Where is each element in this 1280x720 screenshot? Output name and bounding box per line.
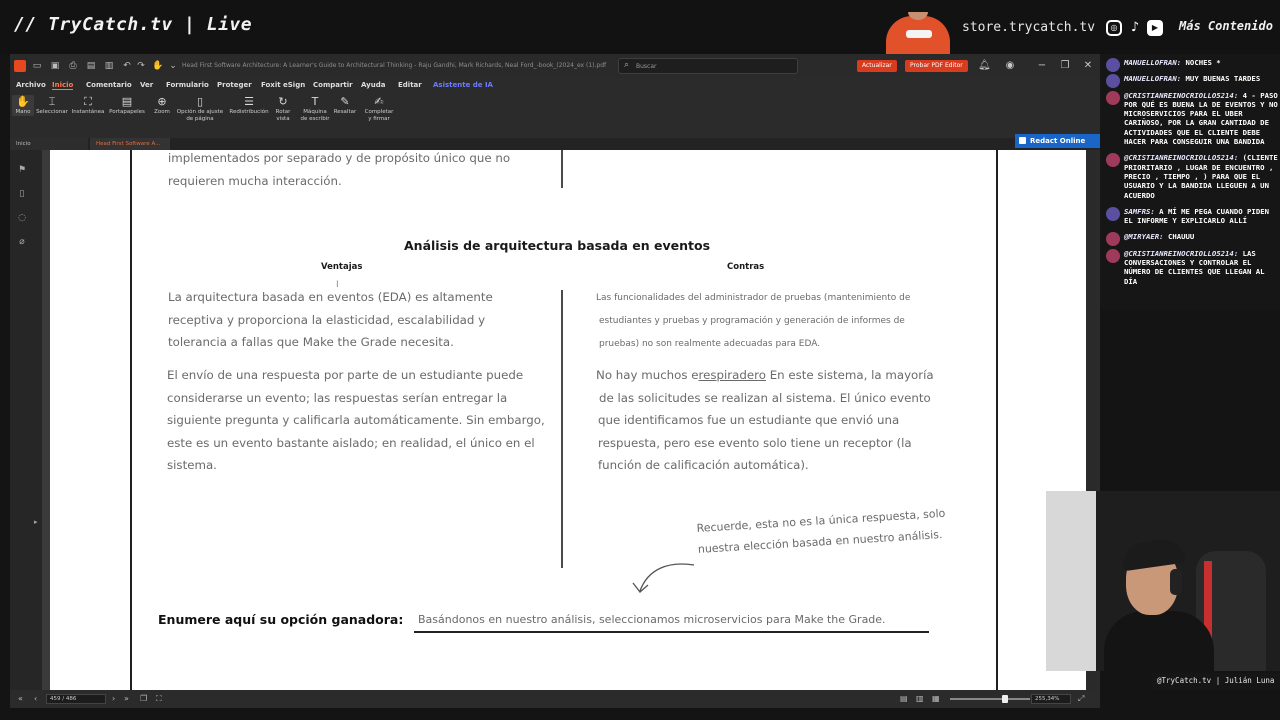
tab-document[interactable]: Head First Software A... [90, 138, 170, 150]
undo-icon[interactable]: ↶ [123, 61, 131, 71]
tiktok-icon[interactable]: ♪ [1130, 20, 1140, 35]
mistranslated-word: respiradero [698, 368, 766, 382]
select-icon: ⌶ [48, 95, 56, 108]
live-chat [1100, 54, 1280, 310]
pros-paragraph-2: El envío de una respuesta por parte de un estudiante puede considerarse un evento; las respuestas serían entregar la siguiente pregunta y calificarla automáticamente. Sin embargo, este es un evento bastante aislado; en realidad, el único en el sistema. [167, 368, 545, 472]
top-text: implementados por separado y de propósito único que no requieren mucha interacción. [168, 151, 511, 188]
attachment-icon[interactable]: ⌀ [19, 237, 25, 247]
first-page-icon[interactable]: « [18, 694, 23, 703]
prev-page-icon[interactable]: ‹ [34, 694, 38, 703]
expand-panel-icon[interactable]: ▸ [34, 518, 38, 526]
cons-paragraph-2: No hay muchos erespiradero En este sistema, la mayoría de las solicitudes se realizan al sistema. El único evento que identificamos fue un estudiante que envió una respuesta, pero ese evento solo tiene un receptor (la función de calificación automática). [596, 368, 934, 472]
two-page-icon[interactable]: ▥ [916, 694, 924, 703]
page-number-input[interactable]: 459 / 486 [46, 694, 106, 704]
section-heading: Análisis de arquitectura basada en eventos [404, 238, 711, 253]
avatar [1106, 249, 1120, 263]
menu-archivo[interactable]: Archivo [16, 81, 46, 89]
chat-message: @CRISTIANREINOCRIOLLO5214: (CLIENTE PRIORITARIO , LUGAR DE ENCUENTRO , PRECIO , TIEMPO , ) PARA QUE EL USUARIO Y LA BANDIDA LLEGUEN A UN ACUERDO [1100, 153, 1280, 199]
avatar [1106, 153, 1120, 167]
stream-title: // TryCatch.tv | Live [14, 14, 253, 35]
search-input[interactable] [636, 61, 786, 72]
zoom-value[interactable]: 255,34% [1031, 694, 1071, 704]
fullscreen-icon[interactable]: ⤢ [1078, 694, 1085, 703]
webcam-feed [1046, 491, 1280, 671]
avatar [1106, 91, 1120, 105]
restore-icon[interactable]: ❐ [1060, 60, 1070, 71]
winner-value: Basándonos en nuestro análisis, seleccionamos microservicios para Make the Grade. [418, 613, 886, 626]
chat-message: @MIRYAER: CHAUUU [1100, 232, 1280, 241]
curved-arrow-icon [628, 555, 698, 600]
chat-message: MANUELLOFRAN: MUY BUENAS TARDES [1100, 74, 1280, 83]
avatar [1106, 58, 1120, 72]
pros-header: Ventajas [321, 262, 363, 272]
pros-paragraph-1: La arquitectura basada en eventos (EDA) es altamente receptiva y proporciona la elasticidad, escalabilidad y tolerancia a fallas que Make the Grade necesita. [168, 290, 493, 349]
zoom-icon: ⊕ [157, 95, 167, 108]
avatar [1106, 74, 1120, 88]
clipboard-icon: ▤ [121, 95, 133, 108]
streamer-name-plate: @TryCatch.tv | Julián Luna [1152, 673, 1280, 689]
handwritten-callout: Recuerde, esta no es la única respuesta, solo nuestra elección basada en nuestro análisis. [696, 506, 946, 556]
page-icon[interactable]: ▤ [86, 61, 96, 71]
menu-inicio[interactable]: Inicio [52, 81, 74, 89]
avatar [1106, 232, 1120, 246]
menu-ayuda[interactable]: Ayuda [361, 81, 386, 89]
text-cursor-icon: I [336, 280, 339, 290]
highlight-button[interactable]: ✎ Resaltar [333, 95, 357, 115]
reflow-icon: ☰ [244, 95, 254, 108]
copy-view-icon[interactable]: ❐ [140, 694, 148, 703]
scroll-view-icon[interactable]: ▦ [932, 694, 940, 703]
foxit-logo-icon [14, 60, 26, 72]
youtube-icon[interactable]: ▶ [1147, 20, 1163, 36]
chat-message: MANUELLOFRAN: NOCHES * [1100, 58, 1280, 67]
open-icon[interactable]: ▭ [32, 61, 42, 71]
minimize-icon[interactable]: − [1037, 60, 1047, 71]
try-pdf-editor-button[interactable]: Probar PDF Editor [905, 60, 968, 72]
presenter-thumbnail [884, 12, 952, 54]
select-tool-button[interactable]: ⌶ Seleccionar [36, 95, 68, 115]
menu-compartir[interactable]: Compartir [313, 81, 353, 89]
reflow-button[interactable]: ☰ Redistribución [229, 95, 269, 115]
typewriter-button[interactable]: T Máquina de escribir [300, 95, 330, 122]
save-icon[interactable]: ▣ [50, 61, 60, 71]
menu-formulario[interactable]: Formulario [166, 81, 209, 89]
cons-paragraph-1: Las funcionalidades del administrador de pruebas (mantenimiento de estudiantes y pruebas y programación y generación de informes de pruebas) no son realmente adecuadas para EDA. [596, 293, 911, 349]
chat-message: SAMFRS: A MÍ ME PEGA CUANDO PIDEN EL INFORME Y EXPLICARLO ALLÍ [1100, 207, 1280, 226]
pages-panel-icon[interactable]: ▯ [19, 189, 25, 199]
avatar [1106, 207, 1120, 221]
snapshot-button[interactable]: ⛶ Instantánea [71, 95, 105, 115]
document-title: Head First Software Architecture: A Learner's Guide to Architectural Thinking - Raju Gandhi, Mark Richards, Neal Ford_-book_(2024_ex (1).pdf [182, 62, 607, 69]
menu-proteger[interactable]: Proteger [217, 81, 252, 89]
chat-message: @CRISTIANREINOCRIOLLO5214: LAS CONVERSACIONES Y CONTROLAR EL NÚMERO DE CLIENTES QUE LLEGAN AL DÍA [1100, 249, 1280, 286]
cons-header: Contras [727, 262, 765, 272]
single-page-icon[interactable]: ▤ [900, 694, 908, 703]
column-divider [561, 150, 563, 188]
pdf-reader-window [10, 54, 1100, 708]
store-url[interactable]: store.trycatch.tv [962, 20, 1096, 35]
highlight-icon: ✎ [340, 95, 350, 108]
status-bar [10, 690, 1100, 708]
menu-comentario[interactable]: Comentario [86, 81, 132, 89]
bell-icon[interactable]: 🔔︎ [978, 60, 991, 71]
column-divider [561, 290, 563, 568]
redact-online-button[interactable]: Redact Online [1015, 134, 1100, 148]
instagram-icon[interactable]: ◎ [1106, 20, 1122, 36]
chevron-down-icon[interactable]: ⌄ [169, 61, 177, 71]
last-page-icon[interactable]: » [124, 694, 129, 703]
search-box[interactable] [618, 58, 798, 74]
title-bar [10, 54, 1100, 78]
snapshot-icon: ⛶ [84, 95, 92, 108]
chat-message: @CRISTIANREINOCRIOLLO5214: 4 - PASO POR QUÉ ES BUENA LA DE EVENTOS Y NO MICROSERVICIOS PARA EL UBER CARIÑOSO, POR LA GRAN CANTIDAD DE ACTIVIDADES QUE EL CLIENTE DEBE HACER PARA CONSEGUIR UNA BANDIDA [1100, 91, 1280, 147]
close-icon[interactable]: ✕ [1083, 60, 1093, 71]
print-icon[interactable]: ⎙ [69, 61, 77, 71]
menu-foxit-esign[interactable]: Foxit eSign [261, 81, 306, 89]
comments-icon[interactable]: ◌ [18, 213, 26, 223]
winner-label: Enumere aquí su opción ganadora: [158, 612, 404, 627]
rotate-icon: ↻ [278, 95, 288, 108]
pdf-page [50, 150, 1086, 690]
fill-sign-icon: ✍ [374, 95, 384, 108]
search-icon: ⌕ [624, 60, 630, 70]
menu-editar[interactable]: Editar [398, 81, 422, 89]
redo-icon[interactable]: ↷ [137, 61, 145, 71]
bookmark-icon[interactable]: ⚑ [17, 165, 27, 175]
hand-tool-icon[interactable]: ✋ [152, 61, 164, 71]
pages-icon[interactable]: ▥ [104, 61, 114, 71]
menu-ai-assistant[interactable]: Asistente de IA [433, 81, 493, 89]
fit-icon[interactable]: ⛶ [156, 694, 162, 703]
menu-bar [10, 78, 1100, 93]
hand-tool-button[interactable]: ✋ Mano [12, 95, 34, 116]
document-tab-bar [10, 138, 1100, 150]
more-content-label: Más Contenido [1179, 19, 1273, 33]
next-page-icon[interactable]: › [112, 694, 116, 703]
hand-icon: ✋ [16, 95, 30, 108]
account-icon[interactable]: ◉ [1005, 60, 1015, 71]
zoom-slider[interactable] [950, 698, 1030, 700]
ribbon-toolbar [10, 93, 1100, 131]
fill-sign-button[interactable]: ✍ Completar y firmar [364, 95, 394, 122]
document-viewer[interactable] [42, 150, 1086, 690]
stream-header [0, 0, 1280, 54]
typewriter-icon: T [311, 95, 319, 108]
zoom-button[interactable]: ⊕ Zoom [154, 95, 170, 115]
rotate-view-button[interactable]: ↻ Rotar vista [275, 95, 291, 122]
answer-underline [414, 631, 929, 633]
clipboard-button[interactable]: ▤ Portapapeles [109, 95, 145, 115]
left-sidebar [10, 150, 42, 690]
update-button[interactable]: Actualizar [857, 60, 897, 72]
menu-ver[interactable]: Ver [140, 81, 154, 89]
fit-page-icon: ▯ [196, 95, 204, 108]
tab-inicio[interactable]: Inicio [10, 138, 88, 150]
fit-page-button[interactable]: ▯ Opción de ajuste de página [176, 95, 224, 122]
